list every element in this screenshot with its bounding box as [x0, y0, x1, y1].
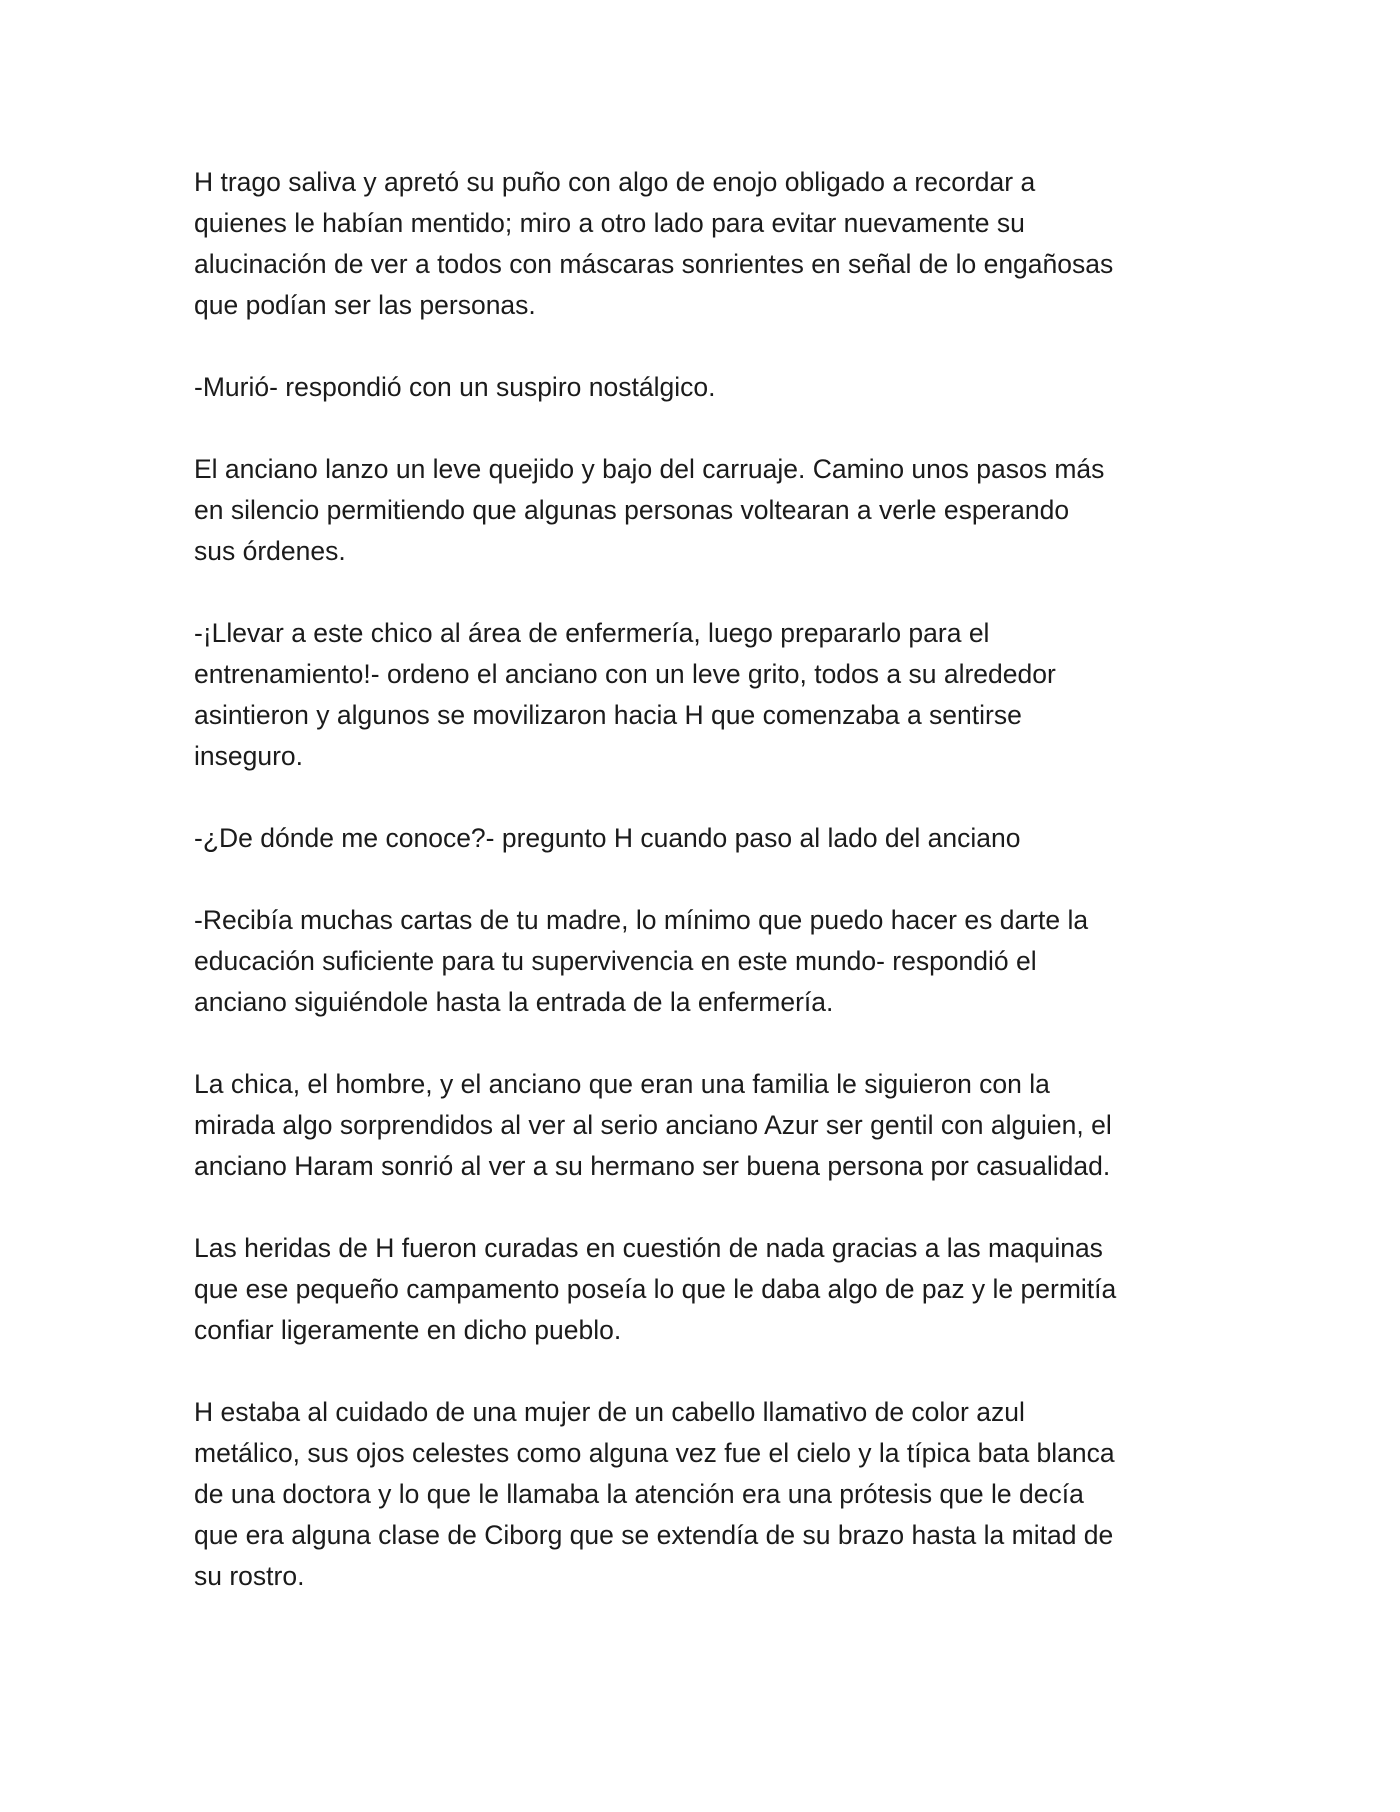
- paragraph: [194, 900, 1224, 1023]
- paragraph: [194, 613, 1224, 777]
- document-body: [194, 162, 1224, 1638]
- text-line: anciano siguiéndole hasta la entrada de la enfermería.: [194, 987, 834, 1017]
- text-line: metálico, sus ojos celestes como alguna vez fue el cielo y la típica bata blanca: [194, 1438, 1115, 1468]
- text-line: sus órdenes.: [194, 536, 346, 566]
- text-line: de una doctora y lo que le llamaba la atención era una prótesis que le decía: [194, 1479, 1084, 1509]
- text-line: quienes le habían mentido; miro a otro lado para evitar nuevamente su: [194, 208, 1025, 238]
- text-line: -¡Llevar a este chico al área de enfermería, luego prepararlo para el: [194, 618, 990, 648]
- paragraph: [194, 367, 1224, 408]
- text-line: que ese pequeño campamento poseía lo que le daba algo de paz y le permitía: [194, 1274, 1117, 1304]
- text-line: mirada algo sorprendidos al ver al serio anciano Azur ser gentil con alguien, el: [194, 1110, 1112, 1140]
- paragraph: [194, 162, 1224, 326]
- text-line: asintieron y algunos se movilizaron hacia H que comenzaba a sentirse: [194, 700, 1022, 730]
- paragraph: [194, 1064, 1224, 1187]
- text-line: su rostro.: [194, 1561, 305, 1591]
- text-line: H estaba al cuidado de una mujer de un cabello llamativo de color azul: [194, 1397, 1025, 1427]
- paragraph: [194, 818, 1224, 859]
- text-line: confiar ligeramente en dicho pueblo.: [194, 1315, 622, 1345]
- text-line: alucinación de ver a todos con máscaras sonrientes en señal de lo engañosas: [194, 249, 1114, 279]
- text-line: que era alguna clase de Ciborg que se extendía de su brazo hasta la mitad de: [194, 1520, 1114, 1550]
- text-line: educación suficiente para tu supervivencia en este mundo- respondió el: [194, 946, 1037, 976]
- text-line: -Recibía muchas cartas de tu madre, lo mínimo que puedo hacer es darte la: [194, 905, 1089, 935]
- text-line: -¿De dónde me conoce?- pregunto H cuando paso al lado del anciano: [194, 823, 1021, 853]
- paragraph: [194, 1228, 1224, 1351]
- text-line: en silencio permitiendo que algunas personas voltearan a verle esperando: [194, 495, 1070, 525]
- text-line: La chica, el hombre, y el anciano que eran una familia le siguieron con la: [194, 1069, 1050, 1099]
- text-line: inseguro.: [194, 741, 304, 771]
- text-line: anciano Haram sonrió al ver a su hermano ser buena persona por casualidad.: [194, 1151, 1111, 1181]
- paragraph: [194, 449, 1224, 572]
- paragraph: [194, 1392, 1224, 1597]
- text-line: H trago saliva y apretó su puño con algo de enojo obligado a recordar a: [194, 167, 1036, 197]
- text-line: El anciano lanzo un leve quejido y bajo del carruaje. Camino unos pasos más: [194, 454, 1105, 484]
- text-line: que podían ser las personas.: [194, 290, 536, 320]
- text-line: -Murió- respondió con un suspiro nostálgico.: [194, 372, 716, 402]
- text-line: entrenamiento!- ordeno el anciano con un leve grito, todos a su alrededor: [194, 659, 1056, 689]
- text-line: Las heridas de H fueron curadas en cuestión de nada gracias a las maquinas: [194, 1233, 1103, 1263]
